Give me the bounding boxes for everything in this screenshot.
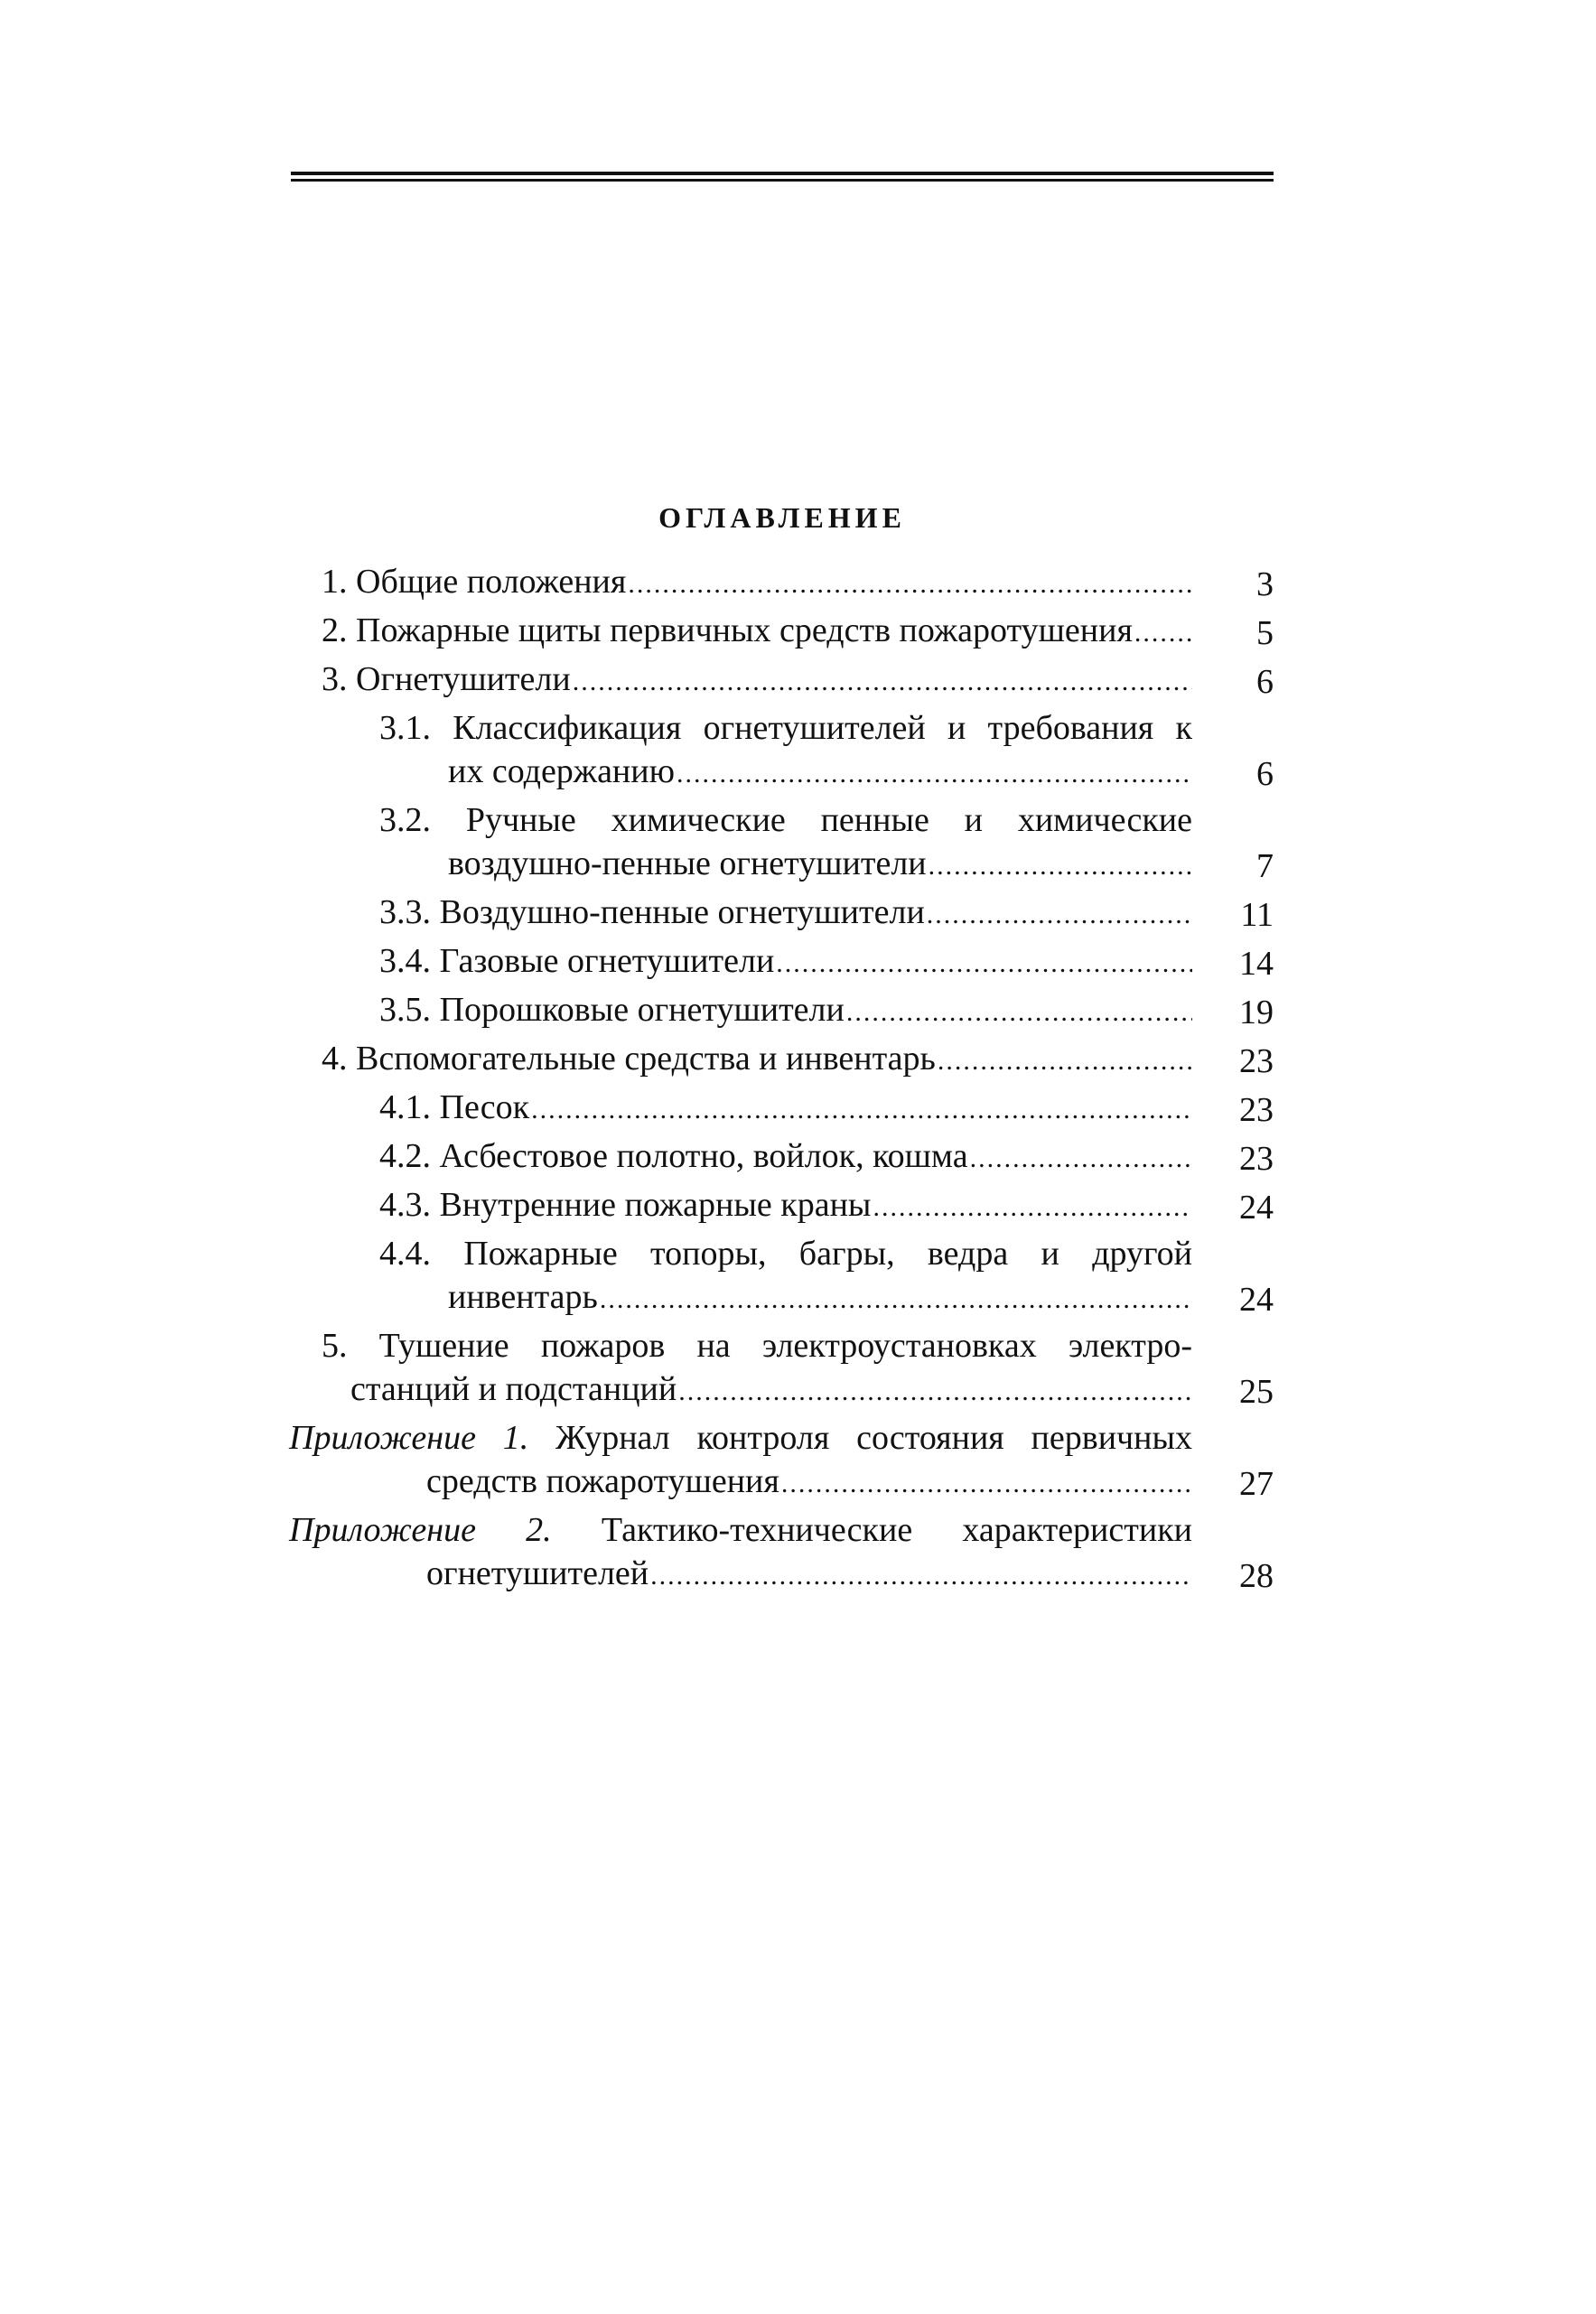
toc-entry-4-1 (289, 1086, 1274, 1132)
entry-title-line1: Пожарные топоры, багры, ведра и другой (463, 1235, 1192, 1273)
appendix-label: Приложение 1. (289, 1419, 529, 1457)
toc-appendix-2 (289, 1508, 1274, 1598)
entry-number: 3. (322, 660, 348, 698)
toc-heading: ОГЛАВЛЕНИЕ (658, 501, 906, 534)
page-number: 24 (1239, 1281, 1274, 1319)
entry-title-line1: Ручные химические пенные и химические (465, 801, 1192, 839)
entry-number: 4.4. (379, 1235, 431, 1273)
page-number: 23 (1239, 1091, 1274, 1129)
entry-title: Газовые огнетушители (439, 942, 775, 980)
toc-appendix-1 (289, 1416, 1274, 1506)
entry-number: 5. (322, 1327, 348, 1365)
toc-entry-3-4 (289, 939, 1274, 985)
toc-entry-3-5 (289, 988, 1274, 1034)
entry-number: 3.3. (379, 893, 431, 931)
toc-entry-4-4 (289, 1232, 1274, 1321)
toc-entry-3-3 (289, 891, 1274, 937)
page-number: 24 (1239, 1189, 1274, 1227)
page-number: 11 (1240, 896, 1274, 934)
leader-dots (1134, 611, 1192, 655)
entry-title: Пожарные щиты первичных средств пожаротушения (356, 611, 1133, 649)
toc-entry-3-1 (289, 706, 1274, 796)
entry-title-line2: воздушно-пенные огнетушители (448, 844, 927, 882)
page-number: 19 (1239, 994, 1274, 1031)
entry-number: 3.4. (379, 942, 431, 980)
entry-number: 3.5. (379, 991, 431, 1029)
leader-dots (650, 1554, 1192, 1598)
page-number: 27 (1239, 1465, 1274, 1503)
entry-title-line2: станций и подстанций (350, 1370, 677, 1408)
toc-entry-2 (289, 609, 1274, 655)
page-number: 5 (1256, 614, 1274, 652)
page-number: 23 (1239, 1140, 1274, 1178)
table-of-contents (289, 560, 1274, 1598)
toc-entry-3 (289, 658, 1274, 704)
entry-title-line2: средств пожаротушения (426, 1462, 779, 1500)
leader-dots (573, 660, 1192, 704)
entry-number: 4.1. (379, 1088, 431, 1126)
toc-entry-3-2 (289, 798, 1274, 888)
leader-dots (781, 1462, 1192, 1506)
leader-dots (776, 942, 1192, 985)
entry-number: 2. (322, 611, 348, 649)
entry-title-line1: Журнал контроля состояния первичных (555, 1419, 1193, 1457)
leader-dots (677, 752, 1192, 796)
leader-dots (873, 1186, 1192, 1229)
page-number: 6 (1256, 663, 1274, 701)
toc-entry-1 (289, 560, 1274, 606)
toc-entry-4-3 (289, 1183, 1274, 1229)
entry-title-line2: огнетушителей (426, 1554, 649, 1592)
entry-title-line1: Тактико-технические характеристики (601, 1511, 1192, 1549)
leader-dots (927, 893, 1192, 937)
entry-title-line2: инвентарь (448, 1278, 598, 1316)
toc-entry-4 (289, 1037, 1274, 1083)
page-number: 23 (1239, 1042, 1274, 1080)
entry-number: 4.2. (379, 1137, 431, 1175)
entry-title: Общие положения (356, 563, 627, 601)
leader-dots (678, 1370, 1192, 1414)
leader-dots (846, 991, 1192, 1034)
entry-title: Воздушно-пенные огнетушители (439, 893, 925, 931)
toc-entry-4-2 (289, 1134, 1274, 1180)
entry-number: 1. (322, 563, 348, 601)
entry-number: 4.3. (379, 1186, 431, 1224)
entry-title-line2: их содержанию (448, 752, 675, 790)
leader-dots (531, 1088, 1192, 1132)
entry-number: 3.2. (379, 801, 431, 839)
leader-dots (628, 563, 1192, 606)
leader-dots (600, 1278, 1192, 1321)
entry-title: Асбестовое полотно, войлок, кошма (439, 1137, 968, 1175)
page-number: 6 (1256, 755, 1274, 793)
page-number: 25 (1239, 1373, 1274, 1411)
entry-title: Порошковые огнетушители (439, 991, 845, 1029)
leader-dots (970, 1137, 1192, 1180)
entry-title: Вспомогательные средства и инвентарь (356, 1040, 936, 1078)
entry-number: 4. (322, 1040, 348, 1078)
toc-entry-5 (289, 1324, 1274, 1414)
entry-title: Песок (439, 1088, 530, 1126)
page-number: 14 (1239, 945, 1274, 983)
page-number: 3 (1256, 565, 1274, 603)
leader-dots (938, 1040, 1192, 1083)
entry-title: Огнетушители (356, 660, 571, 698)
leader-dots (929, 844, 1192, 888)
page-number: 7 (1256, 847, 1274, 885)
entry-title: Внутренние пожарные краны (439, 1186, 872, 1224)
page-number: 28 (1239, 1557, 1274, 1595)
entry-title-line1: Тушение пожаров на электроустановках электро- (378, 1327, 1192, 1365)
top-rule (291, 172, 1274, 175)
entry-title-line1: Классификация огнетушителей и требования к (453, 709, 1192, 747)
entry-number: 3.1. (379, 709, 431, 747)
appendix-label: Приложение 2. (289, 1511, 552, 1549)
top-rule-thin (291, 179, 1274, 182)
